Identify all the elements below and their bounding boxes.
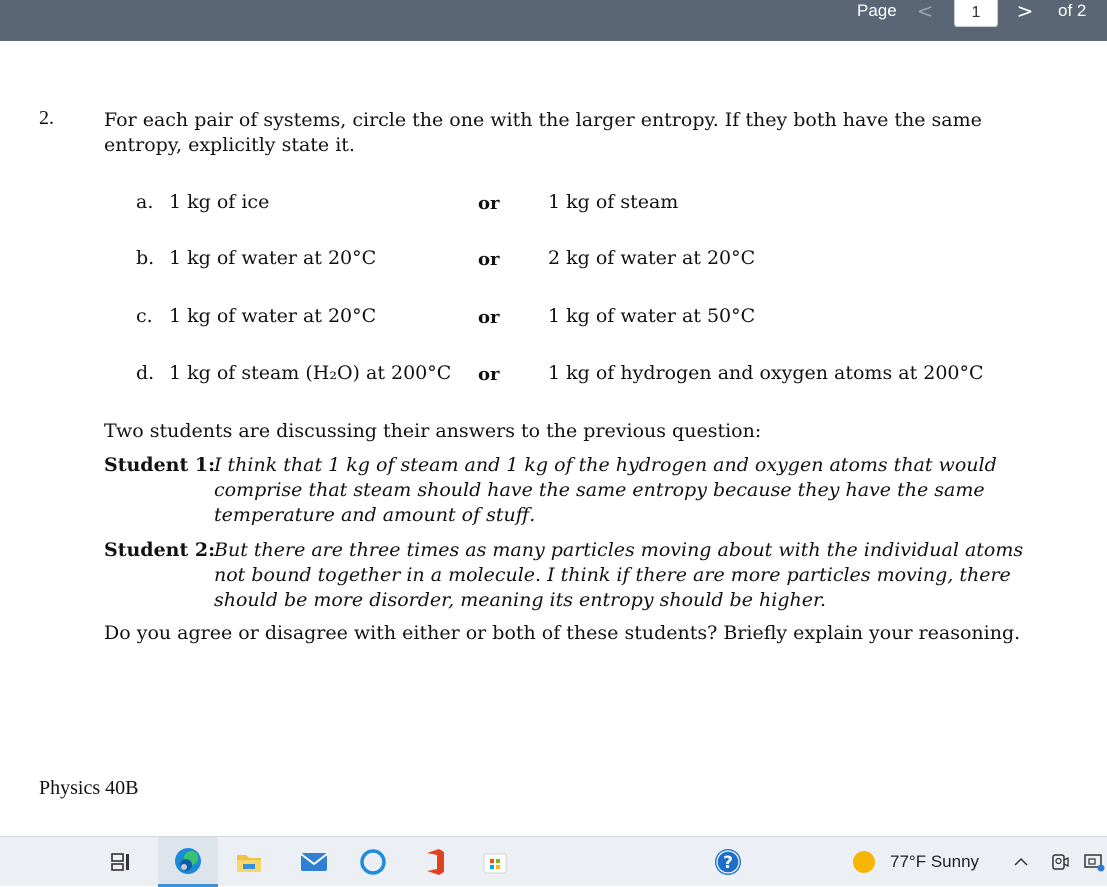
discussion-intro: Two students are discussing their answers to the previous question: (104, 420, 762, 442)
file-explorer-icon[interactable] (226, 837, 272, 887)
office-icon[interactable] (412, 837, 458, 887)
help-icon[interactable] (705, 837, 751, 887)
pair-right-option: 1 kg of water at 50°C (548, 305, 756, 327)
pair-label: b. (136, 247, 155, 269)
question-number: 2. (39, 107, 54, 129)
pair-right-option: 2 kg of water at 20°C (548, 247, 756, 269)
page-label: Page (857, 1, 897, 20)
student-quote: I think that 1 kg of steam and 1 kg of the hydrogen and oxygen atoms that would comprise that steam should have the same entropy because they have the same temperature and amount of stuff. (214, 454, 997, 526)
document-page (0, 41, 1107, 836)
pair-right-option: 1 kg of steam (548, 191, 679, 213)
pair-or: or (478, 193, 500, 214)
page-footer: Physics 40B (39, 777, 139, 799)
sun-icon[interactable] (853, 851, 875, 873)
student-tag: Student 2: (104, 539, 216, 561)
student-1-statement (104, 453, 1024, 528)
pair-left-option: 1 kg of ice (169, 191, 270, 213)
pair-or: or (478, 249, 500, 270)
pair-or: or (478, 364, 500, 385)
pair-left-option: 1 kg of water at 20°C (169, 305, 377, 327)
pair-label: a. (136, 191, 154, 213)
svg-text:?: ? (723, 853, 733, 873)
pair-left-option: 1 kg of water at 20°C (169, 247, 377, 269)
page-number-input[interactable]: 1 (954, 0, 998, 27)
student-2-statement (104, 538, 1024, 613)
pair-label: d. (136, 362, 155, 384)
pdf-viewer-toolbar (0, 0, 1107, 41)
pair-label: c. (136, 305, 153, 327)
student-tag: Student 1: (104, 454, 216, 476)
mail-icon[interactable] (291, 837, 337, 887)
weather-readout[interactable]: 77°F Sunny (890, 852, 980, 871)
student-quote: But there are three times as many particles moving about with the individual atoms not bound together in a molecule. I think if there are more particles moving, there should be more disorder, meaning its entropy should be higher. (214, 539, 1024, 611)
meet-now-icon[interactable] (1046, 837, 1074, 887)
pair-or: or (478, 307, 500, 328)
cortana-icon[interactable] (350, 837, 396, 887)
question-prompt: For each pair of systems, circle the one with the larger entropy. If they both have the same entropy, explicitly state it. (104, 109, 982, 156)
network-icon[interactable] (1080, 837, 1107, 887)
previous-page-button[interactable]: < (916, 0, 934, 23)
follow-up-question: Do you agree or disagree with either or both of these students? Briefly explain your reasoning. (104, 622, 1021, 644)
pair-right-option: 1 kg of hydrogen and oxygen atoms at 200°C (548, 362, 984, 384)
edge-browser-icon[interactable] (158, 837, 218, 887)
task-view-icon[interactable] (98, 837, 144, 887)
windows-taskbar (0, 836, 1107, 886)
page-count-label: of 2 (1058, 1, 1087, 20)
next-page-button[interactable]: > (1016, 0, 1034, 23)
chevron-up-icon[interactable] (1008, 837, 1034, 887)
microsoft-store-icon[interactable] (472, 837, 518, 887)
pair-left-option: 1 kg of steam (H₂O) at 200°C (169, 362, 452, 384)
